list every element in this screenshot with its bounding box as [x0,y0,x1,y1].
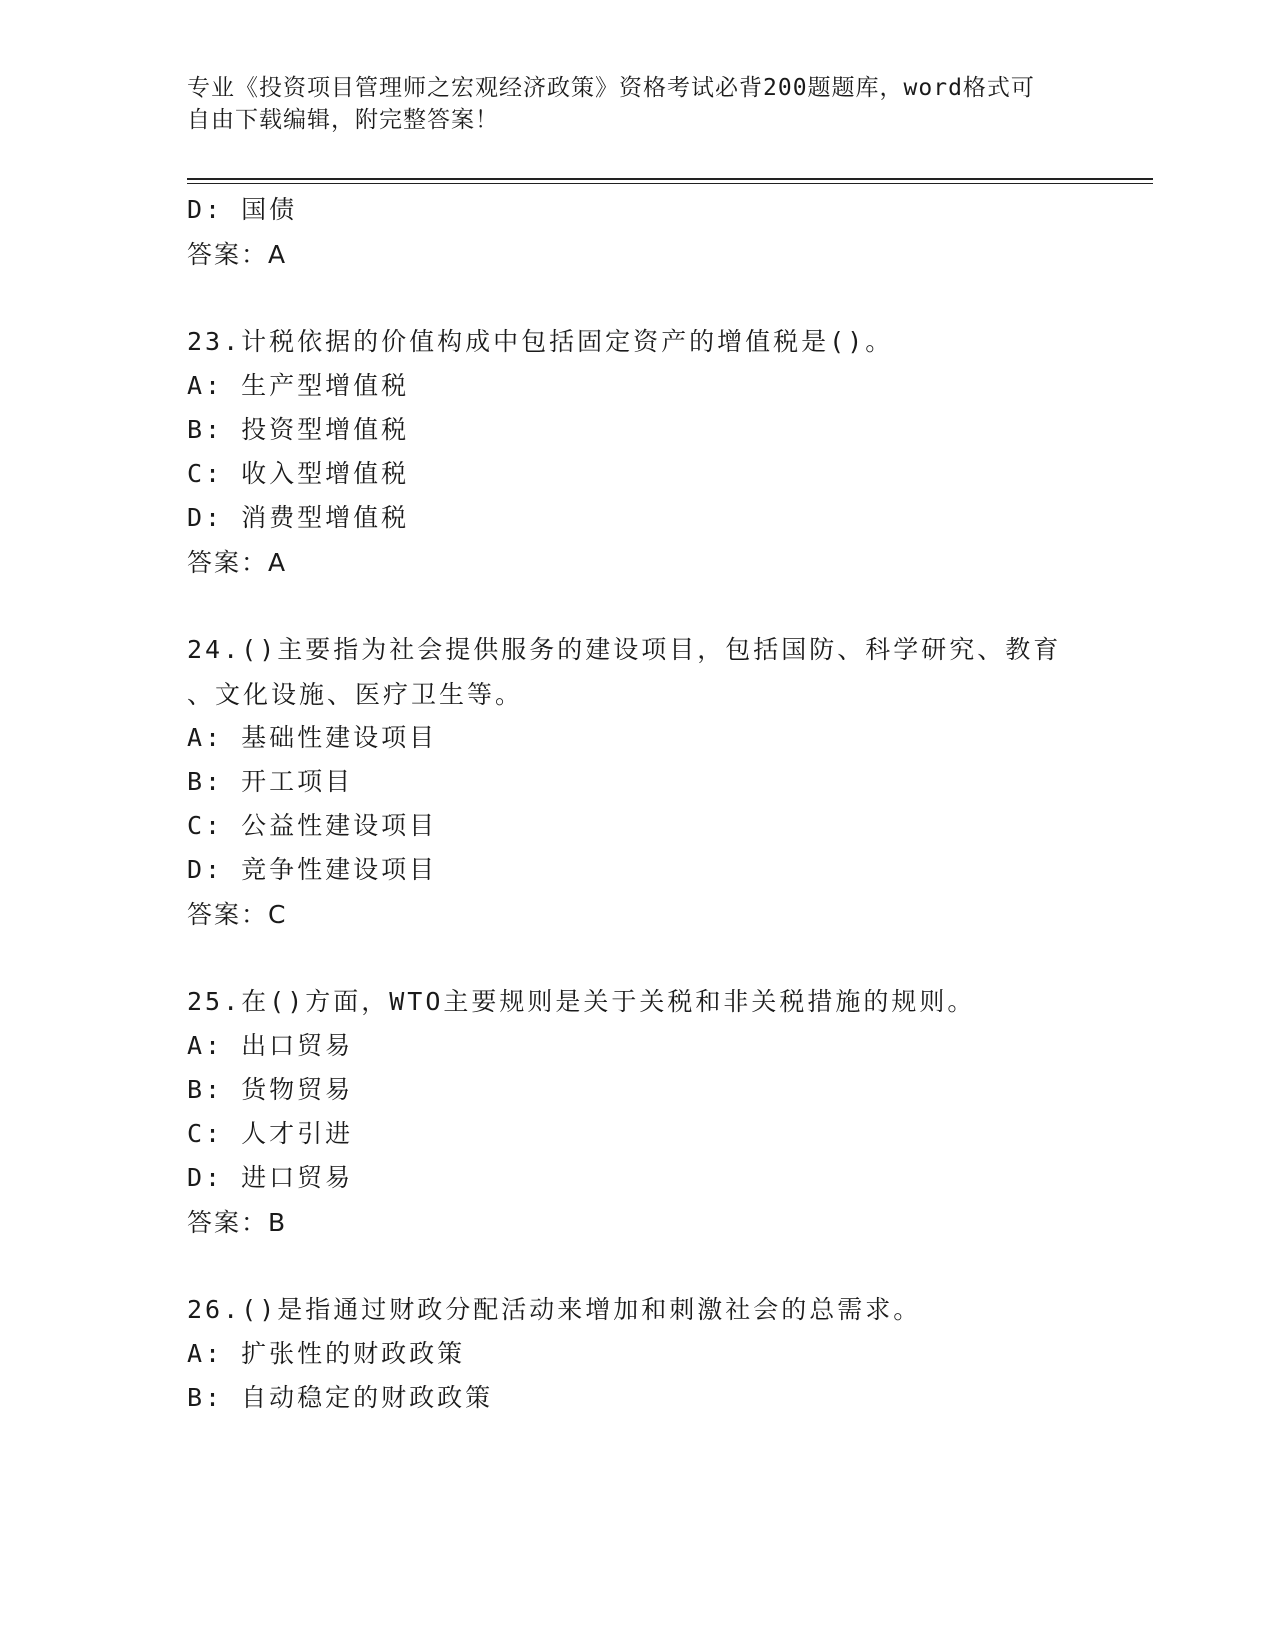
option-line: C: 收入型增值税 [187,459,410,488]
question-line: 、文化设施、医疗卫生等。 [187,680,524,709]
header-divider-thin [187,183,1153,184]
header-divider-thick [187,178,1153,180]
question-line: 24.()主要指为社会提供服务的建设项目，包括国防、科学研究、教育 [187,635,1062,664]
option-line: B: 自动稳定的财政政策 [187,1383,494,1412]
option-line: B: 货物贸易 [187,1075,354,1104]
header-line-2: 自由下载编辑，附完整答案！ [187,107,499,133]
option-line: C: 人才引进 [187,1119,354,1148]
question-line: 26.()是指通过财政分配活动来增加和刺激社会的总需求。 [187,1295,922,1324]
option-line: A: 生产型增值税 [187,371,410,400]
answer-line: 答案：C [187,900,288,929]
option-line: B: 投资型增值税 [187,415,410,444]
option-line: D: 进口贸易 [187,1163,354,1192]
question-line: 23.计税依据的价值构成中包括固定资产的增值税是()。 [187,327,894,356]
answer-line: 答案：A [187,548,288,577]
option-line: A: 基础性建设项目 [187,723,438,752]
document-header [187,72,1067,136]
option-line: D: 国债 [187,195,298,224]
answer-line: 答案：B [187,1208,288,1237]
option-line: D: 竞争性建设项目 [187,855,438,884]
option-line: B: 开工项目 [187,767,354,796]
option-line: C: 公益性建设项目 [187,811,438,840]
header-line-1: 专业《投资项目管理师之宏观经济政策》资格考试必背200题题库，word格式可 [187,75,1035,101]
option-line: D: 消费型增值税 [187,503,410,532]
question-line: 25.在()方面，WTO主要规则是关于关税和非关税措施的规则。 [187,987,976,1016]
answer-line: 答案：A [187,240,288,269]
option-line: A: 出口贸易 [187,1031,354,1060]
option-line: A: 扩张性的财政政策 [187,1339,466,1368]
